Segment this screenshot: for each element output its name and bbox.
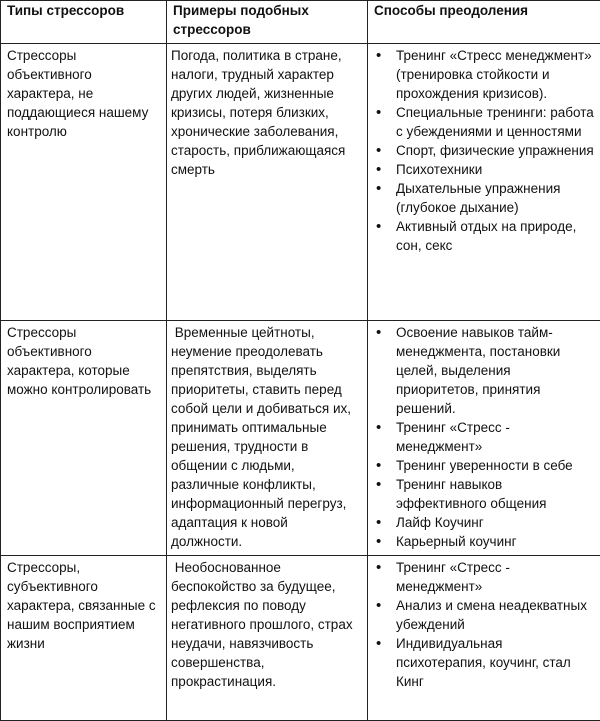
- header-methods: Способы преодоления: [368, 1, 600, 44]
- list-item: • Тренинг уверенности в себе: [374, 456, 595, 475]
- list-item: • Психотехники: [374, 160, 595, 179]
- coping-methods-cell: [368, 44, 600, 321]
- list-item: • Анализ и смена неадекватных убеждений: [374, 596, 595, 634]
- list-item: • Тренинг «Стресс - менеджмент»: [374, 418, 595, 456]
- stressor-examples-cell: Погода, политика в стране, налоги, трудный характер других людей, жизненные кризисы, потеря близких, хронические заболевания, старость, приближающаяся смерть: [167, 44, 368, 321]
- table-row: [1, 321, 600, 556]
- list-item: • Тренинг «Стресс - менеджмент»: [374, 558, 595, 596]
- header-examples: Примеры подобных стрессоров: [167, 1, 368, 44]
- list-item: • Специальные тренинги: работа с убеждениями и ценностями: [374, 103, 595, 141]
- stressor-examples-cell: Временные цейтноты, неумение преодолевать препятствия, выделять приоритеты, ставить перед собой цели и добиваться их, принимать оптимальные решения, трудности в общении с людьми, различные конфликты, информационный перегруз, адаптация к новой должности.: [167, 321, 368, 556]
- list-item: • Карьерный коучинг: [374, 532, 595, 551]
- coping-methods-cell: [368, 556, 600, 721]
- list-item: • Лайф Коучинг: [374, 513, 595, 532]
- list-item: • Активный отдых на природе, сон, секс: [374, 217, 595, 255]
- stressor-examples-cell: Необоснованное беспокойство за будущее, рефлексия по поводу негативного прошлого, страх неудачи, навязчивость совершенства, прокрастинация.: [167, 556, 368, 721]
- table-row: [1, 44, 600, 321]
- list-item: • Тренинг «Стресс менеджмент» (тренировка стойкости и прохождения кризисов).: [374, 46, 595, 103]
- table-row: [1, 556, 600, 721]
- coping-methods-cell: [368, 321, 600, 556]
- coping-methods-list: [374, 323, 595, 551]
- coping-methods-list: [374, 46, 595, 255]
- coping-methods-list: [374, 558, 595, 691]
- list-item: • Индивидуальная психотерапия, коучинг, стал Кинг: [374, 634, 595, 691]
- list-item: • Освоение навыков тайм-менеджмента, постановки целей, выделения приоритетов, принятия решений.: [374, 323, 595, 418]
- header-types: Типы стрессоров: [1, 1, 167, 44]
- list-item: • Спорт, физические упражнения: [374, 141, 595, 160]
- stressor-type-cell: Стрессоры объективного характера, не поддающиеся нашему контролю: [1, 44, 167, 321]
- list-item: • Тренинг навыков эффективного общения: [374, 475, 595, 513]
- table-header-row: [1, 1, 600, 44]
- list-item: • Дыхательные упражнения (глубокое дыхание): [374, 179, 595, 217]
- stressor-type-cell: Стрессоры объективного характера, которые можно контролировать: [1, 321, 167, 556]
- stressor-type-cell: Стрессоры, субъективного характера, связанные с нашим восприятием жизни: [1, 556, 167, 721]
